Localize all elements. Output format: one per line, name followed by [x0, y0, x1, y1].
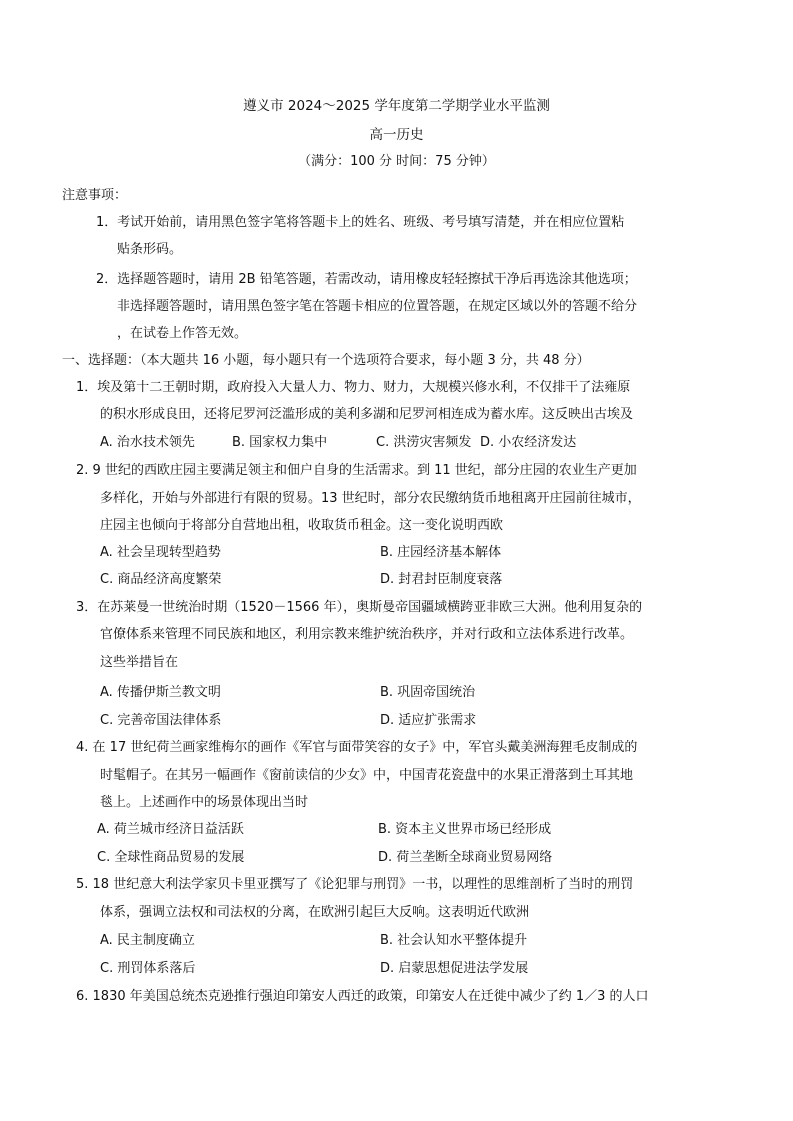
question-5-option-c: C. 刑罚体系落后: [100, 961, 196, 976]
question-2-option-c: C. 商品经济高度繁荣: [100, 572, 222, 587]
question-1-line-2: 的积水形成良田，还将尼罗河泛滥形成的美利多湖和尼罗河相连成为蓄水库。这反映出古埃及: [100, 407, 634, 422]
question-1-option-d: D. 小农经济发达: [480, 435, 577, 450]
question-3-option-a: A. 传播伊斯兰教文明: [100, 685, 221, 700]
question-3-line-3: 这些举措旨在: [100, 655, 179, 670]
question-2-line-3: 庄园主也倾向于将部分自营地出租，收取货币租金。这一变化说明西欧: [100, 518, 504, 533]
exam-subject: 高一历史: [369, 127, 424, 143]
question-3-option-d: D. 适应扩张需求: [380, 713, 477, 728]
question-4-line-2: 时髦帽子。在其另一幅画作《窗前读信的少女》中，中国青花瓷盘中的水果正滑落到土耳其地: [100, 768, 634, 783]
notice-item-2-line-3: ，在试卷上作答无效。: [117, 326, 248, 341]
notice-item-2-line-2: 非选择题答题时，请用黑色签字笔在答题卡相应的位置答题，在规定区域以外的答题不给分: [117, 299, 638, 314]
notice-item-1-line-2: 贴条形码。: [117, 242, 183, 257]
question-1-line-1: 1．埃及第十二王朝时期，政府投入大量人力、物力、财力，大规模兴修水利，不仅排干了法雍原: [76, 380, 631, 395]
question-2-option-d: D. 封君封臣制度衰落: [380, 572, 503, 587]
notice-item-2-line-1: 2．选择题答题时，请用 2B 铅笔答题，若需改动，请用橡皮轻轻擦拭干净后再选涂其他选项；: [96, 272, 637, 287]
question-5-line-2: 体系，强调立法权和司法权的分离，在欧洲引起巨大反响。这表明近代欧洲: [100, 905, 530, 920]
question-2-option-b: B. 庄园经济基本解体: [380, 545, 502, 560]
section-heading: 一、选择题：（本大题共 16 小题，每小题只有一个选项符合要求，每小题 3 分，共 48 分）: [62, 353, 590, 368]
question-5-option-d: D. 启蒙思想促进法学发展: [380, 961, 529, 976]
question-4-option-b: B. 资本主义世界市场已经形成: [378, 822, 552, 837]
question-4-option-d: D. 荷兰垄断全球商业贸易网络: [378, 850, 553, 865]
notice-item-1-line-1: 1．考试开始前，请用黑色签字笔将答题卡上的姓名、班级、考号填写清楚，并在相应位置粘: [96, 215, 625, 230]
exam-info: （满分：100 分 时间：75 分钟）: [298, 154, 495, 169]
question-3-option-b: B. 巩固帝国统治: [380, 685, 476, 700]
exam-title: 遵义市 2024～2025 学年度第二学期学业水平监测: [243, 98, 550, 114]
question-3-option-c: C. 完善帝国法律体系: [100, 713, 222, 728]
question-1-option-b: B. 国家权力集中: [232, 435, 328, 450]
question-1-option-c: C. 洪涝灾害频发: [376, 435, 472, 450]
question-5-option-a: A. 民主制度确立: [100, 933, 195, 948]
notice-heading: 注意事项：: [62, 188, 128, 203]
question-1-option-a: A. 治水技术领先: [100, 435, 195, 450]
question-2-line-2: 多样化，开始与外部进行有限的贸易。13 世纪时，部分农民缴纳货币地租离开庄园前往城市，: [100, 491, 641, 506]
question-5-line-1: 5. 18 世纪意大利法学家贝卡里亚撰写了《论犯罪与刑罚》一书，以理性的思维剖析了当时的刑罚: [76, 877, 634, 892]
question-4-line-1: 4. 在 17 世纪荷兰画家维梅尔的画作《军官与面带笑容的女子》中，军官头戴美洲海狸毛皮制成的: [76, 740, 638, 755]
question-2-option-a: A. 社会呈现转型趋势: [100, 545, 221, 560]
question-4-option-a: A. 荷兰城市经济日益活跃: [97, 822, 244, 837]
question-5-option-b: B. 社会认知水平整体提升: [380, 933, 528, 948]
question-4-option-c: C. 全球性商品贸易的发展: [97, 850, 245, 865]
question-4-line-3: 毯上。上述画作中的场景体现出当时: [100, 795, 309, 810]
question-2-line-1: 2. 9 世纪的西欧庄园主要满足领主和佃户自身的生活需求。到 11 世纪，部分庄园的农业生产更加: [76, 463, 637, 478]
question-3-line-2: 官僚体系来管理不同民族和地区，利用宗教来维护统治秩序，并对行政和立法体系进行改革。: [100, 627, 634, 642]
question-3-line-1: 3．在苏莱曼一世统治时期（1520－1566 年），奥斯曼帝国疆域横跨亚非欧三大洲。他利用复杂的: [76, 600, 643, 615]
question-6-line-1: 6. 1830 年美国总统杰克逊推行强迫印第安人西迁的政策，印第安人在迁徙中减少了约 1／3 的人口: [76, 989, 649, 1004]
